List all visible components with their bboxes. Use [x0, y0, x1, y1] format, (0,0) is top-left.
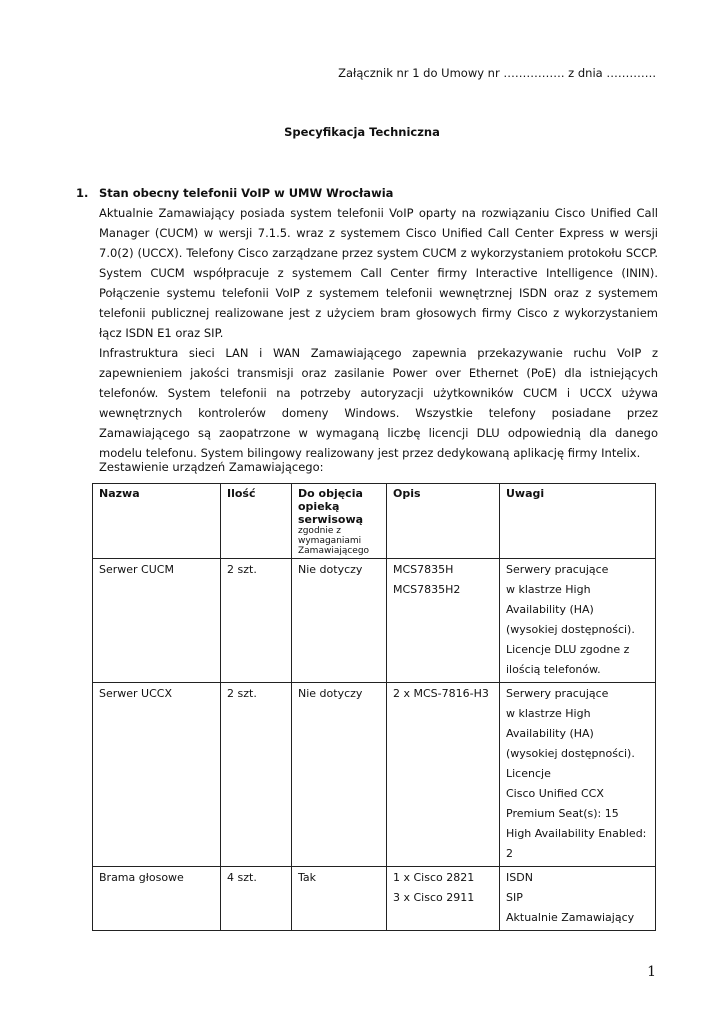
section-1-heading-text: Stan obecny telefonii VoIP w UMW Wrocławia [99, 186, 394, 200]
cell-service: Tak [292, 867, 387, 931]
cell-notes-line: (wysokiej dostępności). [506, 623, 635, 636]
section-1 [76, 183, 658, 463]
cell-notes-line: 2 [506, 847, 513, 860]
section-1-paragraph-2: Infrastruktura sieci LAN i WAN Zamawiającego zapewnia przekazywanie ruchu VoIP z zapewnieniem jakości transmisji oraz zasilanie Power over Ethernet (PoE) dla istniejących telefonów. System telefonii na potrzeby autoryzacji użytkowników CUCM i UCCX używa wewnętrznych kontrolerów domeny Windows. Wszystkie telefony posiadane przez Zamawiającego są zaopatrzone w wymaganą liczbę licencji DLU odpowiednią dla danego modelu telefonu. System bilingowy realizowany jest przez dedykowaną aplikację firmy Intelix. [99, 346, 658, 460]
cell-notes [500, 867, 656, 931]
table-body [93, 559, 656, 931]
cell-notes-line: ISDN [506, 871, 533, 884]
cell-desc [387, 559, 500, 683]
cell-notes-line: (wysokiej dostępności). [506, 747, 635, 760]
cell-service: Nie dotyczy [292, 683, 387, 867]
cell-notes-line: Cisco Unified CCX [506, 787, 604, 800]
header-service-label: Do objęcia opieką serwisową [298, 487, 364, 526]
page-number: 1 [647, 964, 656, 980]
devices-table [92, 483, 656, 931]
section-1-heading [76, 183, 658, 203]
cell-desc-line: 3 x Cisco 2911 [393, 891, 475, 904]
cell-notes-line: Premium Seat(s): 15 [506, 807, 619, 820]
cell-notes-line: Serwery pracujące [506, 563, 609, 576]
cell-notes [500, 683, 656, 867]
cell-desc-line: MCS7835H [393, 563, 454, 576]
cell-notes-line: Aktualnie Zamawiający [506, 911, 635, 924]
section-1-body [99, 203, 658, 463]
header-service [292, 484, 387, 559]
cell-notes-line: ilością telefonów. [506, 663, 601, 676]
table-row [93, 867, 656, 931]
table-lead: Zestawienie urządzeń Zamawiającego: [99, 460, 324, 474]
cell-notes [500, 559, 656, 683]
header-desc: Opis [387, 484, 500, 559]
header-notes: Uwagi [500, 484, 656, 559]
cell-notes-line: High Availability Enabled: [506, 827, 647, 840]
cell-desc-line: 1 x Cisco 2821 [393, 871, 475, 884]
cell-service: Nie dotyczy [292, 559, 387, 683]
cell-notes-line: SIP [506, 891, 523, 904]
cell-notes-line: Availability (HA) [506, 727, 594, 740]
header-name: Nazwa [93, 484, 221, 559]
document-title: Specyfikacja Techniczna [284, 125, 440, 139]
cell-desc-line: 2 x MCS-7816-H3 [393, 687, 489, 700]
cell-qty: 2 szt. [221, 683, 292, 867]
header-qty: Ilość [221, 484, 292, 559]
section-1-number: 1. [76, 186, 89, 200]
cell-qty: 4 szt. [221, 867, 292, 931]
cell-desc [387, 867, 500, 931]
cell-name: Brama głosowe [93, 867, 221, 931]
table-row [93, 559, 656, 683]
cell-desc [387, 683, 500, 867]
section-1-paragraph-1: Aktualnie Zamawiający posiada system telefonii VoIP oparty na rozwiązaniu Cisco Unified Call Manager (CUCM) w wersji 7.1.5. wraz z systemem Cisco Unified Call Center Express w wersji 7.0(2) (UCCX). Telefony Cisco zarządzane przez system CUCM z wykorzystaniem protokołu SCCP. System CUCM współpracuje z systemem Call Center firmy Interactive Intelligence (ININ). Połączenie systemu telefonii VoIP z systemem telefonii wewnętrznej ISDN oraz z systemem telefonii publicznej realizowane jest z użyciem bram głosowych firmy Cisco z wykorzystaniem łącz ISDN E1 oraz SIP. [99, 206, 658, 340]
annex-reference: Załącznik nr 1 do Umowy nr ……………. z dnia …………. [338, 66, 656, 80]
cell-name: Serwer UCCX [93, 683, 221, 867]
cell-notes-line: Availability (HA) [506, 603, 594, 616]
table-row [93, 683, 656, 867]
cell-notes-line: Serwery pracujące [506, 687, 609, 700]
cell-qty: 2 szt. [221, 559, 292, 683]
cell-notes-line: Licencje [506, 767, 551, 780]
header-service-note: zgodnie z wymaganiami Zamawiającego [298, 526, 370, 556]
cell-notes-line: w klastrze High [506, 707, 591, 720]
cell-desc-line: MCS7835H2 [393, 583, 461, 596]
cell-notes-line: w klastrze High [506, 583, 591, 596]
table-header-row [93, 484, 656, 559]
cell-name: Serwer CUCM [93, 559, 221, 683]
cell-notes-line: Licencje DLU zgodne z [506, 643, 630, 656]
